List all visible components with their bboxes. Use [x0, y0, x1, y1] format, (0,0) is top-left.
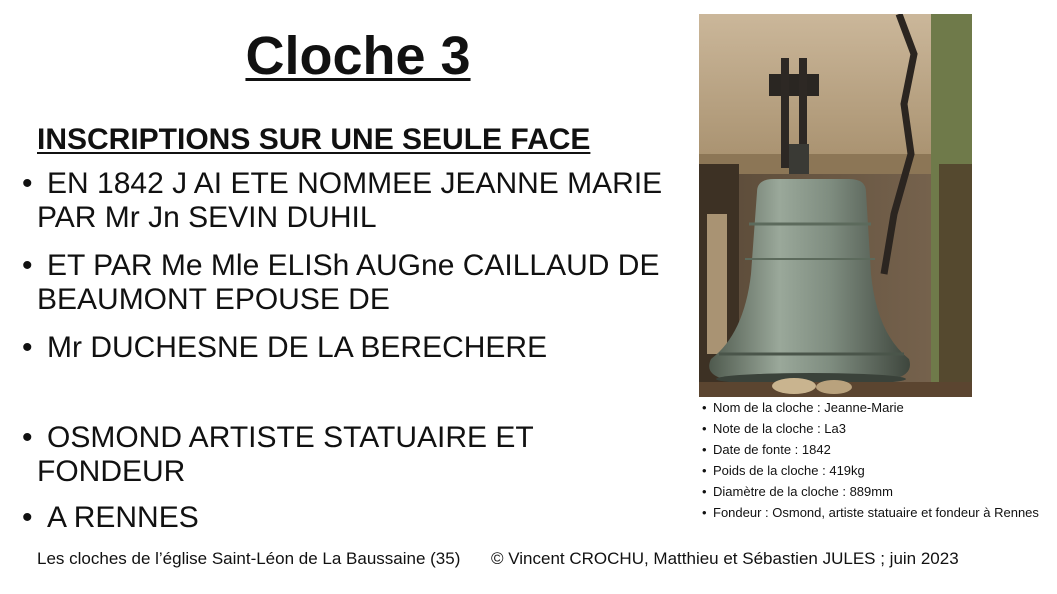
inscription-text: A RENNES [47, 501, 199, 534]
inscription-item [0, 421, 680, 489]
detail-text: Poids de la cloche : 419kg [713, 463, 865, 478]
detail-item [700, 463, 1040, 478]
bullet-icon: • [702, 463, 707, 478]
inscription-item [0, 249, 680, 317]
detail-text: Nom de la cloche : Jeanne-Marie [713, 400, 904, 415]
inscription-item [0, 331, 680, 365]
footer-source: Les cloches de l’église Saint-Léon de La Baussaine (35) [37, 549, 461, 568]
detail-text: Fondeur : Osmond, artiste statuaire et fondeur à Rennes [713, 505, 1039, 520]
bullet-icon: • [702, 400, 707, 415]
slide-title: Cloche 3 [245, 26, 471, 86]
bullet-icon: • [22, 249, 33, 282]
bell-details-list [700, 400, 1040, 526]
bell-illustration [699, 14, 972, 397]
inscription-text: EN 1842 J AI ETE NOMMEE JEANNE MARIE PAR Mr Jn SEVIN DUHIL [37, 167, 663, 234]
bullet-icon: • [22, 421, 33, 454]
inscriptions-heading: INSCRIPTIONS SUR UNE SEULE FACE [37, 123, 591, 156]
detail-item [700, 505, 1040, 520]
inscription-item [0, 501, 680, 535]
footer-copyright: © Vincent CROCHU, Matthieu et Sébastien JULES ; juin 2023 [491, 549, 959, 568]
inscription-text: Mr DUCHESNE DE LA BERECHERE [47, 331, 548, 364]
bell-photo [699, 14, 972, 397]
detail-item [700, 442, 1040, 457]
inscription-text: OSMOND ARTISTE STATUAIRE ET FONDEUR [37, 421, 534, 488]
bullet-icon: • [702, 484, 707, 499]
detail-item [700, 421, 1040, 436]
inscription-item [0, 167, 680, 235]
bullet-icon: • [702, 505, 707, 520]
detail-item [700, 400, 1040, 415]
inscription-text: ET PAR Me Mle ELISh AUGne CAILLAUD DE BEAUMONT EPOUSE DE [37, 249, 660, 316]
bullet-icon: • [702, 421, 707, 436]
bullet-icon: • [22, 167, 33, 200]
detail-text: Date de fonte : 1842 [713, 442, 831, 457]
detail-item [700, 484, 1040, 499]
inscriptions-list [0, 167, 680, 535]
detail-text: Note de la cloche : La3 [713, 421, 846, 436]
bullet-icon: • [22, 331, 33, 364]
bullet-icon: • [702, 442, 707, 457]
bullet-icon: • [22, 501, 33, 534]
detail-text: Diamètre de la cloche : 889mm [713, 484, 893, 499]
